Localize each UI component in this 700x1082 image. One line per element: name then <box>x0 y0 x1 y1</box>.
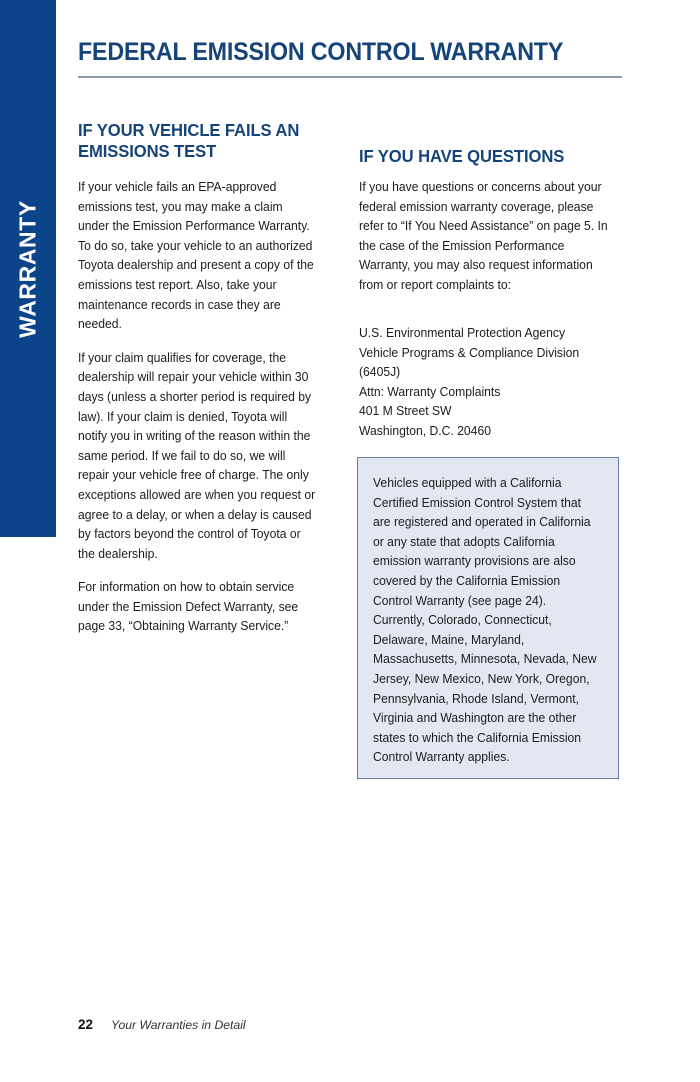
left-column-body <box>78 178 324 637</box>
paragraph-claim-coverage: If your claim qualifies for coverage, the dealership will repair your vehicle within 30 days (unless a shorter period is required by law). If your claim is denied, Toyota will notify you in writing of the reason within the same period. If we fail to do so, we will repair your vehicle free of charge. The only exceptions allowed are when you request or agree to a delay, or when a delay is caused by factors beyond the control of Toyota or the dealership. <box>78 350 316 561</box>
footer-page-number: 22 <box>78 1017 94 1032</box>
left-column-header <box>78 120 328 171</box>
address-line-division: Vehicle Programs & Compliance Division <box>359 345 580 360</box>
address-line-city: Washington, D.C. 20460 <box>359 423 491 438</box>
heading-if-you-have-questions: IF YOU HAVE QUESTIONS <box>359 146 565 166</box>
epa-address-block <box>359 324 621 442</box>
paragraph-obtain-service: For information on how to obtain service under the Emission Defect Warranty, see page 33, “Obtaining Warranty Service.” <box>78 580 299 634</box>
right-column-body <box>359 178 621 296</box>
address-line-street: 401 M Street SW <box>359 404 452 419</box>
paragraph-emissions-test-claim: If your vehicle fails an EPA-approved emissions test, you may make a claim under the Emission Performance Warranty. To do so, take your vehicle to an authorized Toyota dealership and present a copy of the emissions test report. Also, take your maintenance records in case they are needed. <box>78 180 314 332</box>
address-line-agency: U.S. Environmental Protection Agency <box>359 326 566 340</box>
page-footer <box>78 1017 246 1032</box>
footer-section-label: Your Warranties in Detail <box>111 1018 246 1032</box>
paragraph-questions-or-concerns: If you have questions or concerns about your federal emission warranty coverage, please refer to “If You Need Assistance” on page 5. In the case of the Emission Performance Warranty, you may also request information from or report complaints to: <box>359 180 608 292</box>
heading-if-your-vehicle-fails: IF YOUR VEHICLE FAILS AN EMISSIONS TEST <box>78 120 300 161</box>
address-line-attn: Attn: Warranty Complaints <box>359 384 501 399</box>
section-tab-label: WARRANTY <box>14 199 41 338</box>
title-divider-rule <box>78 76 622 78</box>
section-tab-warranty <box>0 0 56 537</box>
california-warranty-callout-box <box>357 457 619 779</box>
right-column-header <box>359 146 621 176</box>
address-line-code: (6405J) <box>359 365 401 380</box>
page-title: FEDERAL EMISSION CONTROL WARRANTY <box>78 38 564 66</box>
callout-text: Vehicles equipped with a California Certified Emission Control System that are registered and operated in California or any state that adopts California emission warranty provisions are also covered by the California Emission Control Warranty (see page 24). Currently, Colorado, Connecticut, Delaware, Maine, Maryland, Massachusetts, Minnesota, Nevada, New Jersey, New Mexico, New York, Oregon, Pennsylvania, Rhode Island, Vermont, Virginia and Washington are the other states to which the California Emission Control Warranty applies. <box>373 476 597 765</box>
